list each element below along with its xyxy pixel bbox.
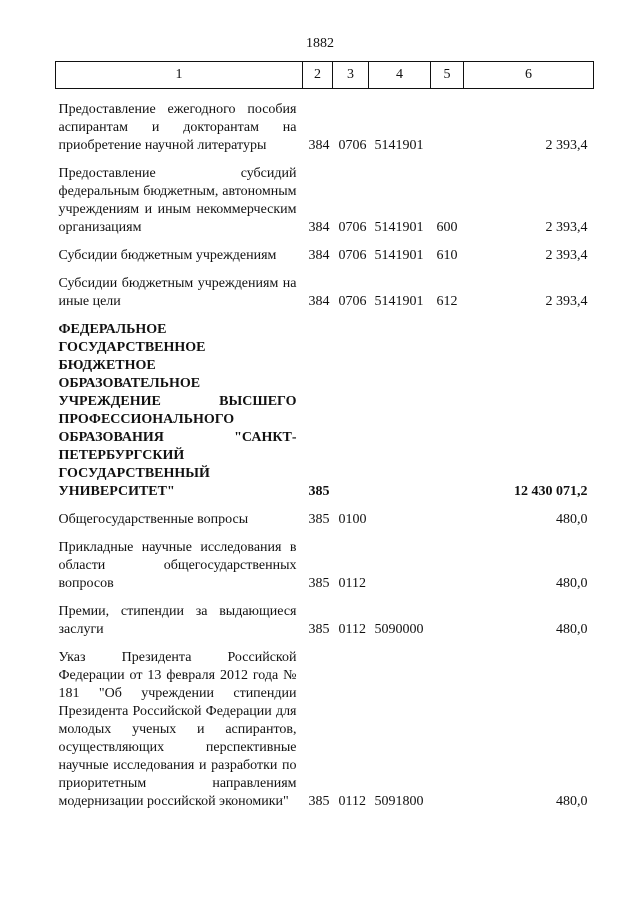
row-amount: 480,0 xyxy=(556,794,588,809)
row-amount: 480,0 xyxy=(556,512,588,527)
row-col3: 0112 xyxy=(338,576,366,591)
row-col5: 612 xyxy=(436,294,458,309)
row-spacer-cell xyxy=(56,155,594,165)
row-name: Субсидии бюджетным учреждениям на иные цели xyxy=(58,276,297,309)
row-spacer-cell xyxy=(56,311,594,321)
budget-table xyxy=(55,61,594,811)
row-col3: 0706 xyxy=(338,294,367,309)
row-amount: 480,0 xyxy=(556,622,588,637)
row-col3: 0706 xyxy=(338,138,367,153)
column-header-6: 6 xyxy=(464,62,594,89)
row-col5 xyxy=(431,649,464,811)
row-col2: 385 xyxy=(308,484,330,499)
row-name: Предоставление субсидий федеральным бюджетным, автономным учреждениям и иным некоммерческим организациям xyxy=(58,166,297,235)
table-row xyxy=(56,603,594,639)
row-col2: 385 xyxy=(308,512,330,527)
column-header-1: 1 xyxy=(56,62,303,89)
row-col5 xyxy=(431,511,464,529)
row-col4: 5091800 xyxy=(374,794,424,809)
row-spacer xyxy=(56,155,594,165)
table-body xyxy=(56,89,594,812)
row-col4 xyxy=(369,539,431,593)
table-row xyxy=(56,511,594,529)
row-spacer xyxy=(56,501,594,511)
row-col4: 5141901 xyxy=(374,248,424,263)
row-col4: 5141901 xyxy=(374,294,424,309)
row-col2: 384 xyxy=(308,294,330,309)
row-name: ФЕДЕРАЛЬНОЕ ГОСУДАРСТВЕННОЕ БЮДЖЕТНОЕ ОБРАЗОВАТЕЛЬНОЕ УЧРЕЖДЕНИЕ ВЫСШЕГО ПРОФЕССИОНАЛЬНОГО ОБРАЗОВАНИЯ "САНКТ-ПЕТЕРБУРГСКИЙ ГОСУДАРСТВЕННЫЙ УНИВЕРСИТЕТ" xyxy=(58,322,297,499)
row-name: Премии, стипендии за выдающиеся заслуги xyxy=(58,604,297,637)
row-spacer xyxy=(56,265,594,275)
row-spacer-cell xyxy=(56,639,594,649)
row-spacer-cell xyxy=(56,529,594,539)
row-col3: 0706 xyxy=(338,248,367,263)
row-spacer-cell xyxy=(56,501,594,511)
table-header-row xyxy=(56,62,594,89)
row-spacer xyxy=(56,639,594,649)
row-col5 xyxy=(431,89,464,156)
page-number: 1882 xyxy=(306,36,334,51)
row-amount: 12 430 071,2 xyxy=(514,484,588,499)
row-name: Предоставление ежегодного пособия аспирантам и докторантам на приобретение научной литературы xyxy=(58,102,297,153)
row-spacer xyxy=(56,529,594,539)
column-header-4: 4 xyxy=(369,62,431,89)
row-spacer xyxy=(56,311,594,321)
row-name: Общегосударственные вопросы xyxy=(58,512,249,527)
table-row xyxy=(56,165,594,237)
row-amount: 2 393,4 xyxy=(545,248,588,263)
row-col2: 385 xyxy=(308,794,330,809)
table-row xyxy=(56,275,594,311)
row-col2: 384 xyxy=(308,220,330,235)
row-spacer xyxy=(56,593,594,603)
row-spacer xyxy=(56,237,594,247)
row-col5: 600 xyxy=(436,220,458,235)
column-header-2: 2 xyxy=(303,62,333,89)
row-amount: 480,0 xyxy=(556,576,588,591)
row-col4 xyxy=(369,321,431,501)
row-spacer-cell xyxy=(56,237,594,247)
row-col3: 0112 xyxy=(338,622,366,637)
row-col4 xyxy=(369,511,431,529)
table-row xyxy=(56,321,594,501)
row-spacer-cell xyxy=(56,593,594,603)
row-col5 xyxy=(431,321,464,501)
row-col2: 384 xyxy=(308,248,330,263)
row-col4: 5141901 xyxy=(374,220,424,235)
row-name: Указ Президента Российской Федерации от 13 февраля 2012 года № 181 "Об учреждении стипендии Президента Российской Федерации для молодых ученых и аспирантов, осуществляющих перспективные научные исследования и разработки по приоритетным направлениям модернизации российской экономики" xyxy=(58,650,297,809)
table-row xyxy=(56,649,594,811)
row-col4: 5090000 xyxy=(374,622,424,637)
row-col2: 385 xyxy=(308,622,330,637)
row-col2: 384 xyxy=(308,138,330,153)
row-name: Прикладные научные исследования в области общегосударственных вопросов xyxy=(58,540,297,591)
table-row xyxy=(56,247,594,265)
row-col4: 5141901 xyxy=(374,138,424,153)
row-col3: 0706 xyxy=(338,220,367,235)
row-amount: 2 393,4 xyxy=(545,220,588,235)
table-row xyxy=(56,539,594,593)
row-amount: 2 393,4 xyxy=(545,294,588,309)
row-col3: 0100 xyxy=(338,512,367,527)
row-col5 xyxy=(431,539,464,593)
column-header-3: 3 xyxy=(333,62,369,89)
row-name: Субсидии бюджетным учреждениям xyxy=(58,248,277,263)
row-col3: 0112 xyxy=(338,794,366,809)
row-amount: 2 393,4 xyxy=(545,138,588,153)
row-col5: 610 xyxy=(436,248,458,263)
row-col3 xyxy=(333,321,369,501)
table-row xyxy=(56,89,594,156)
row-col2: 385 xyxy=(308,576,330,591)
column-header-5: 5 xyxy=(431,62,464,89)
row-col5 xyxy=(431,603,464,639)
row-spacer-cell xyxy=(56,265,594,275)
